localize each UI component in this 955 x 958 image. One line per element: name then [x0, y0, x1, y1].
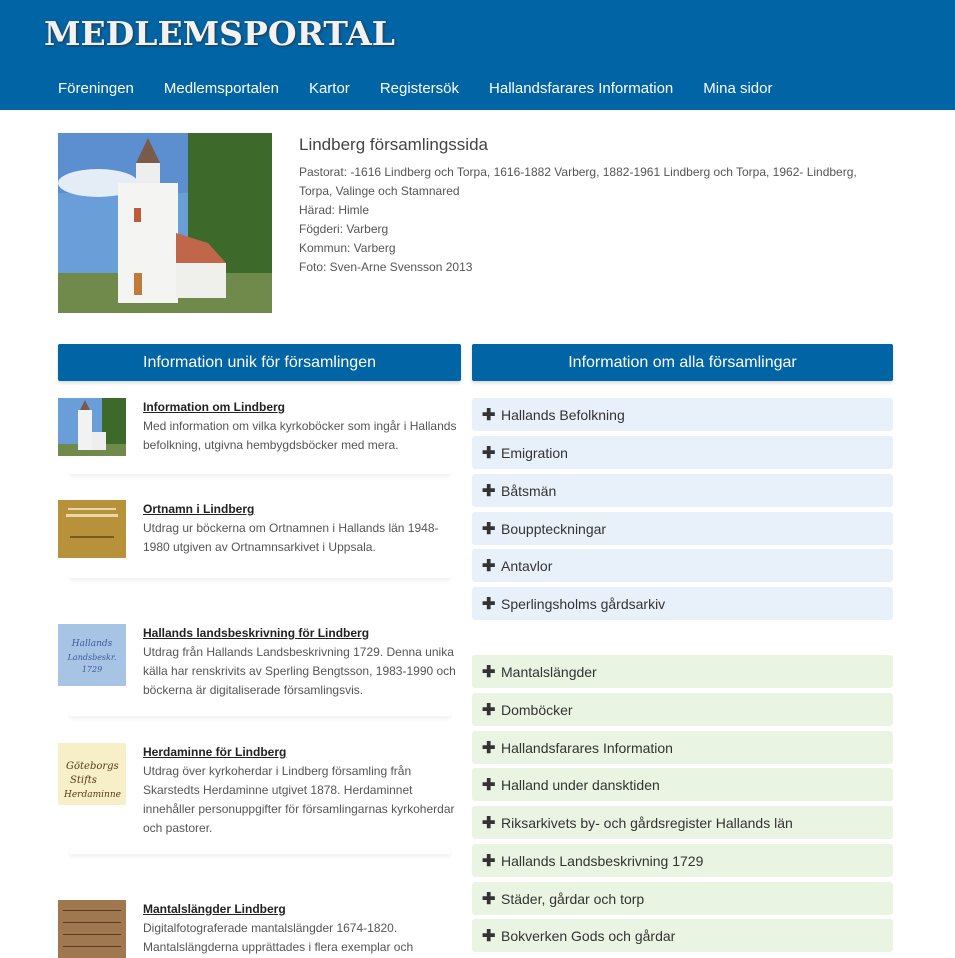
accordion-hallands-befolkning[interactable]	[472, 398, 893, 431]
item-link[interactable]: Ortnamn i Lindberg	[143, 502, 255, 516]
accordion-label: Mantalslängder	[501, 663, 597, 680]
plus-icon: ✚	[482, 927, 496, 945]
plus-icon: ✚	[482, 814, 496, 832]
nav-mina-sidor[interactable]: Mina sidor	[703, 80, 773, 97]
plus-icon: ✚	[482, 739, 496, 757]
item-link[interactable]: Herdaminne för Lindberg	[143, 745, 287, 759]
plus-icon: ✚	[482, 776, 496, 794]
item-description: Utdrag från Hallands Landsbeskrivning 1729. Denna unika källa har renskrivits av Sperling Bengtsson, 1983-1990 och böckerna är digitaliserade församlingsvis.	[143, 645, 456, 697]
plus-icon: ✚	[482, 852, 496, 870]
accordion-dombocker[interactable]	[472, 693, 893, 726]
plus-icon: ✚	[482, 444, 496, 462]
plus-icon: ✚	[482, 520, 496, 538]
accordion-bokverken[interactable]	[472, 919, 893, 952]
parish-title: Lindberg församlingssida	[299, 135, 488, 154]
accordion-emigration[interactable]	[472, 436, 893, 469]
accordion-label: Hallands Landsbeskrivning 1729	[501, 852, 704, 869]
nav-medlemsportalen[interactable]: Medlemsportalen	[163, 80, 279, 97]
church-photo	[58, 133, 272, 313]
accordion-label: Hallands Befolkning	[501, 406, 625, 423]
item-link[interactable]: Information om Lindberg	[143, 400, 285, 414]
accordion-bouppteckningar[interactable]	[472, 512, 893, 545]
parish-info	[299, 135, 879, 277]
svg-text:Stifts: Stifts	[70, 775, 97, 786]
accordion-dansktiden[interactable]	[472, 768, 893, 801]
accordion-stader[interactable]	[472, 882, 893, 915]
thumbnail-mantalslangder[interactable]	[58, 900, 126, 958]
nav-hallandsfarares[interactable]: Hallandsfarares Information	[489, 80, 674, 97]
divider	[70, 848, 450, 854]
parish-kommun: Kommun: Varberg	[299, 241, 396, 255]
accordion-hallandsfarares[interactable]	[472, 731, 893, 764]
divider	[70, 572, 450, 578]
svg-text:1729: 1729	[81, 665, 103, 674]
accordion-label: Halland under dansktiden	[501, 776, 660, 793]
site-header	[0, 0, 955, 110]
plus-icon: ✚	[482, 890, 496, 908]
accordion-label: Sperlingsholms gårdsarkiv	[501, 595, 666, 612]
plus-icon: ✚	[482, 406, 496, 424]
accordion-label: Riksarkivets by- och gårdsregister Hallands län	[501, 814, 793, 831]
parish-photo-credit: Foto: Sven-Arne Svensson 2013	[299, 260, 473, 274]
svg-text:Herdaminne: Herdaminne	[64, 790, 121, 800]
parish-harad: Härad: Himle	[299, 203, 370, 217]
nav-registersok[interactable]: Registersök	[379, 80, 460, 97]
accordion-label: Hallandsfarares Information	[501, 739, 673, 756]
accordion-label: Emigration	[501, 444, 568, 461]
accordion-mantalslangder[interactable]	[472, 655, 893, 688]
accordion-label: Domböcker	[501, 701, 573, 718]
accordion-sperlingsholm[interactable]	[472, 587, 893, 620]
divider	[70, 468, 450, 474]
site-logo[interactable]: MEDLEMSPORTAL	[44, 14, 395, 53]
svg-text:Göteborgs: Göteborgs	[66, 761, 119, 772]
accordion-landsbeskrivning[interactable]	[472, 844, 893, 877]
right-column-heading: Information om alla församlingar	[472, 344, 893, 381]
item-link[interactable]: Mantalslängder Lindberg	[143, 902, 286, 916]
svg-text:Hallands: Hallands	[71, 639, 113, 649]
thumbnail-book-ortnamn[interactable]	[58, 500, 126, 558]
accordion-batsman[interactable]	[472, 474, 893, 507]
svg-text:Landsbeskr.: Landsbeskr.	[67, 653, 117, 662]
accordion-label: Antavlor	[501, 557, 553, 574]
item-description: Utdrag över kyrkoherdar i Lindberg församling från Skarstedts Herdaminne utgivet 1878. Herdaminnet innehåller personuppgifter för församlingarnas kyrkoherdar och pastorer.	[143, 764, 455, 835]
left-column-heading: Information unik för församlingen	[58, 344, 461, 381]
accordion-riksarkivet[interactable]	[472, 806, 893, 839]
parish-fogderi: Fögderi: Varberg	[299, 222, 389, 236]
plus-icon: ✚	[482, 701, 496, 719]
thumbnail-herdaminne[interactable]	[58, 743, 126, 805]
nav-kartor[interactable]: Kartor	[308, 80, 350, 97]
plus-icon: ✚	[482, 482, 496, 500]
plus-icon: ✚	[482, 557, 496, 575]
thumbnail-landsbeskrivning[interactable]	[58, 624, 126, 686]
item-description: Med information om vilka kyrkoböcker som ingår i Hallands befolkning, utgivna hembygdsböcker med mera.	[143, 419, 457, 452]
main-nav	[58, 80, 772, 97]
accordion-label: Bokverken Gods och gårdar	[501, 927, 676, 944]
item-description: Digitalfotograferade mantalslängder 1674-1820. Mantalslängderna upprättades i flera exemplar och	[143, 921, 414, 954]
divider	[70, 710, 450, 716]
accordion-label: Bouppteckningar	[501, 520, 607, 537]
accordion-label: Städer, gårdar och torp	[501, 890, 645, 907]
item-description: Utdrag ur böckerna om Ortnamnen i Hallands län 1948-1980 utgiven av Ortnamnsarkivet i Uppsala.	[143, 521, 439, 554]
accordion-antavlor[interactable]	[472, 549, 893, 582]
plus-icon: ✚	[482, 595, 496, 613]
item-link[interactable]: Hallands landsbeskrivning för Lindberg	[143, 626, 370, 640]
thumbnail-church[interactable]	[58, 398, 126, 456]
parish-pastorat: Pastorat: -1616 Lindberg och Torpa, 1616-1882 Varberg, 1882-1961 Lindberg och Torpa, 1962- Lindberg, Torpa, Valinge och Stamnared	[299, 165, 857, 198]
nav-foreningen[interactable]: Föreningen	[58, 80, 134, 97]
plus-icon: ✚	[482, 663, 496, 681]
accordion-label: Båtsmän	[501, 482, 557, 499]
